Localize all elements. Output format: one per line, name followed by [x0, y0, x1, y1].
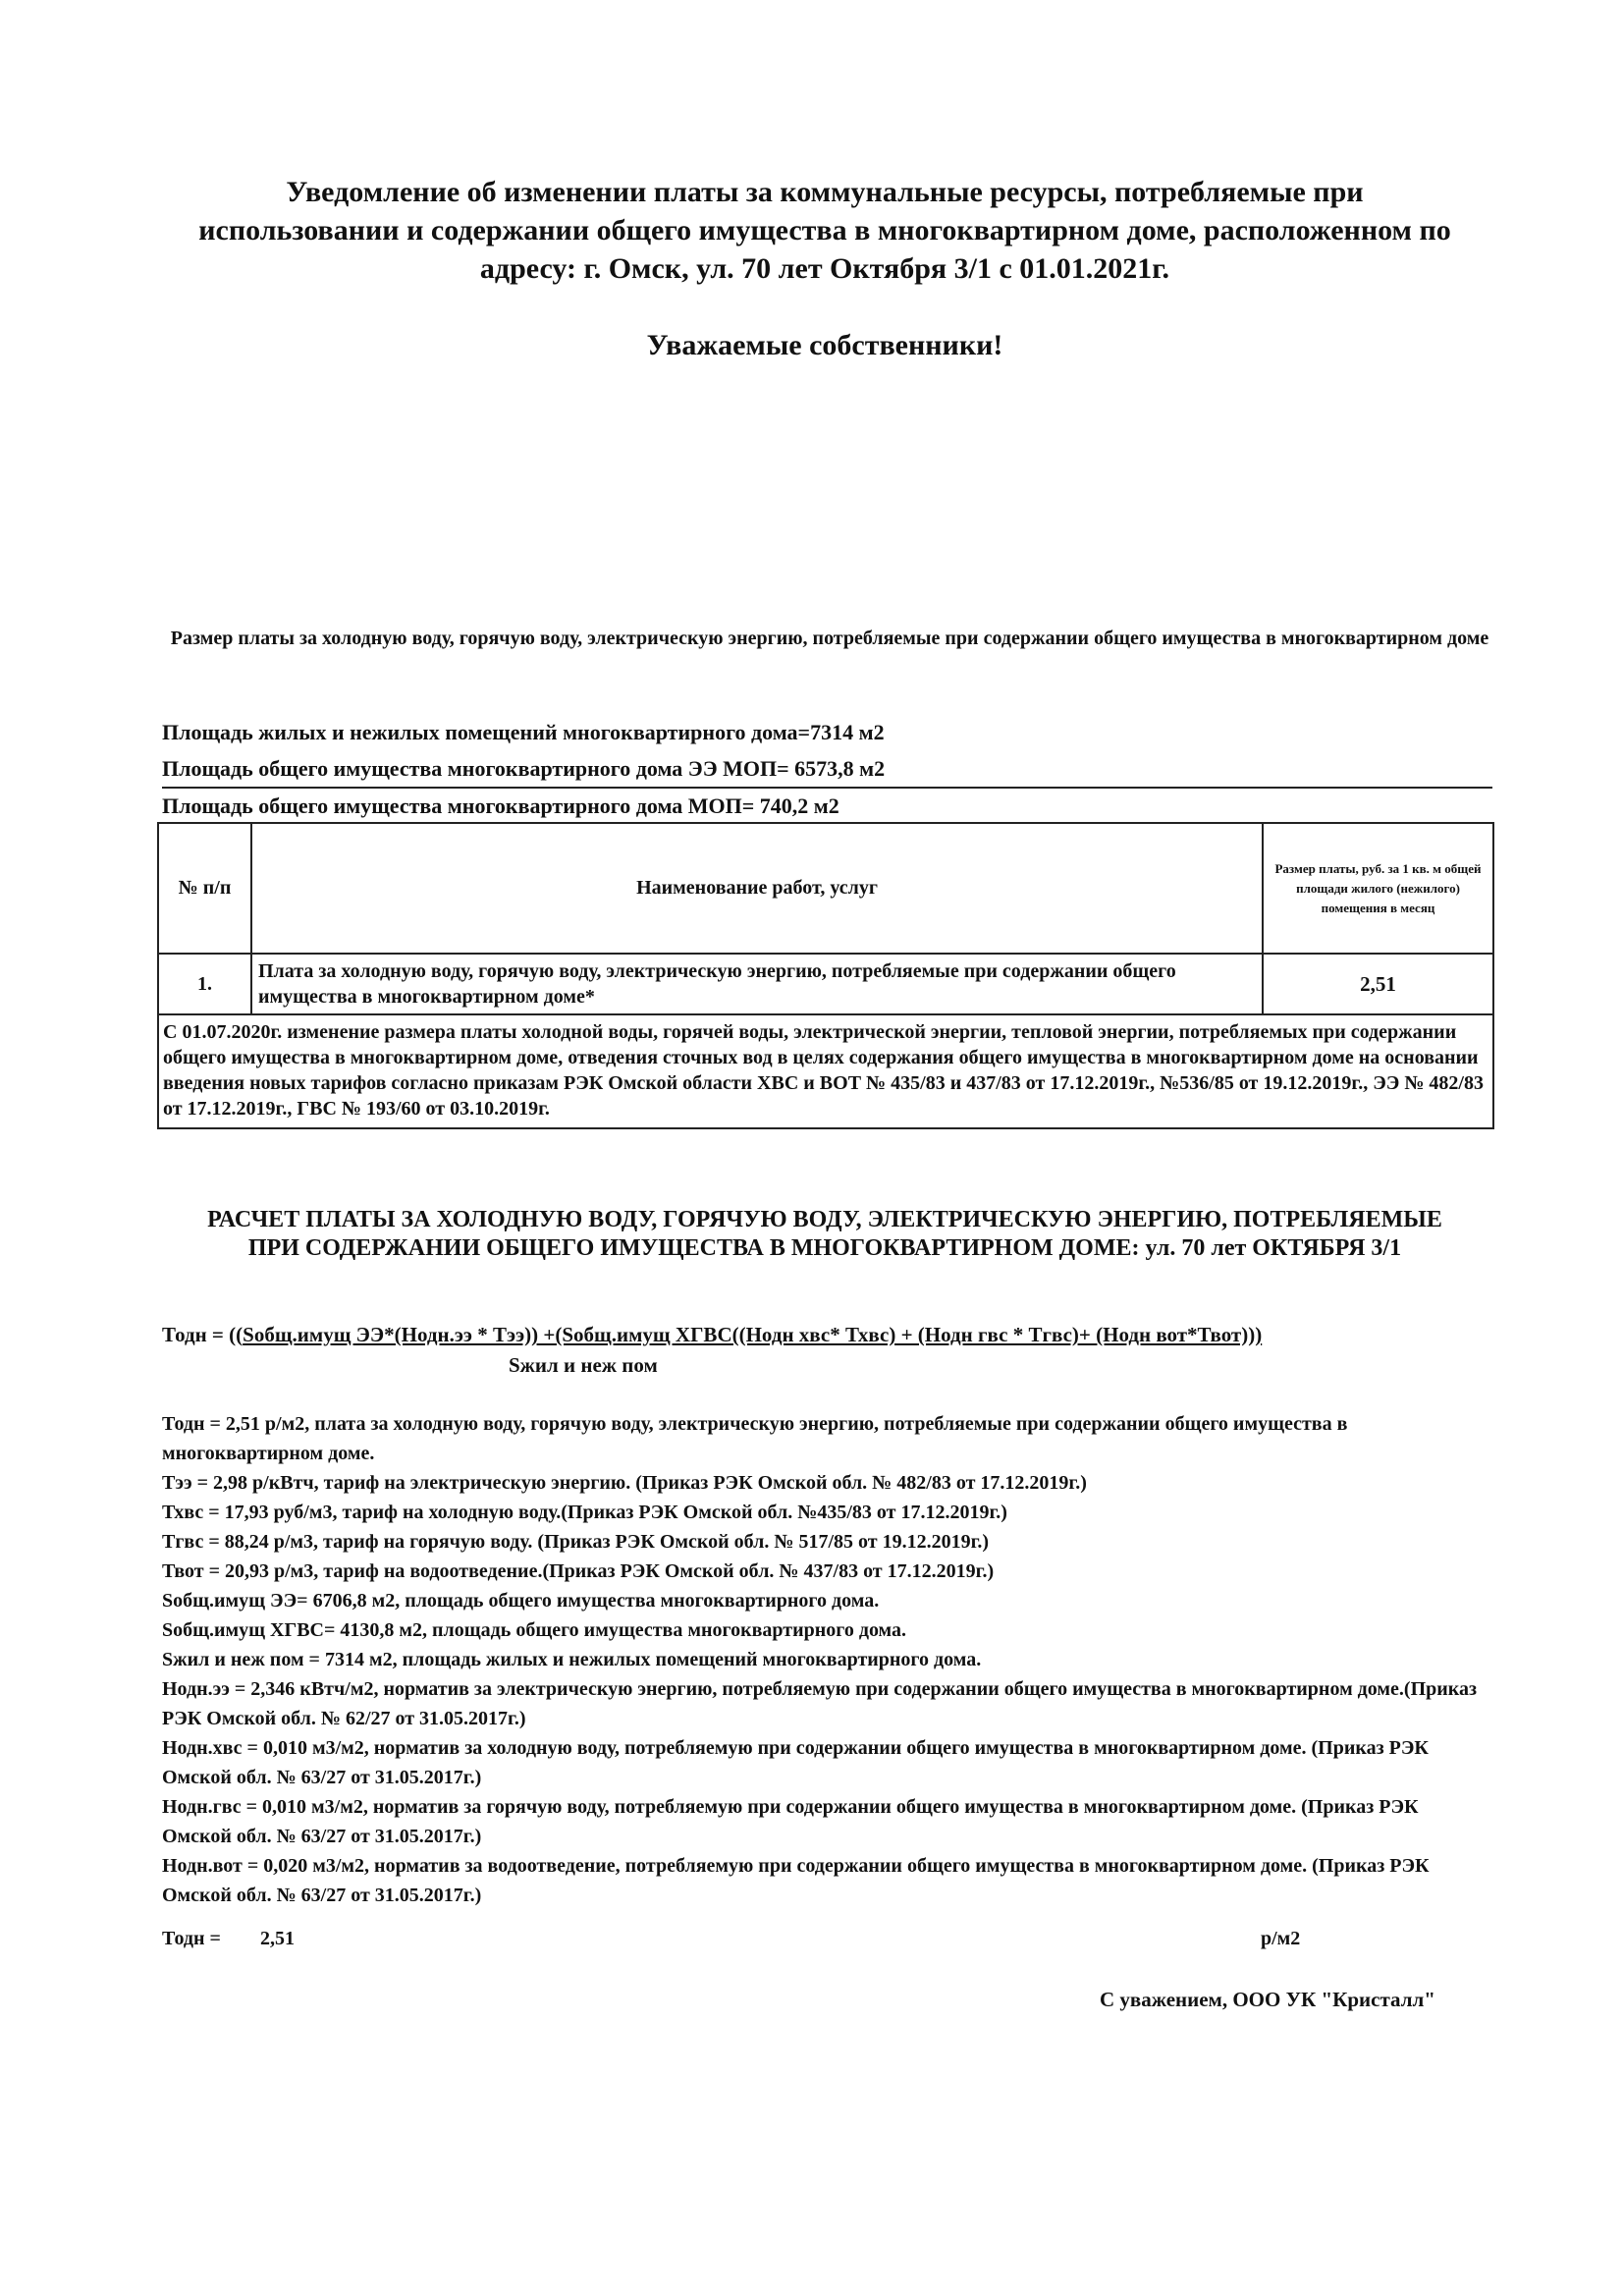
row-num: 1. [158, 954, 251, 1014]
table-note: С 01.07.2020г. изменение размера платы холодной воды, горячей воды, электрической энергии, тепловой энергии, потребляемых при содержании общего имущества в многоквартирном доме, отведения сточных вод в целях содержания общего имущества в многоквартирном доме на основании введения новых тарифов согласно приказам РЭК Омской области ХВС и ВОТ № 435/83 и 437/83 от 17.12.2019г., №536/85 от 19.12.2019г., ЭЭ № 482/83 от 17.12.2019г., ГВС № 193/60 от 03.10.2019г. [158, 1014, 1493, 1128]
calc-title: РАСЧЕТ ПЛАТЫ ЗА ХОЛОДНУЮ ВОДУ, ГОРЯЧУЮ ВОДУ, ЭЛЕКТРИЧЕСКУЮ ЭНЕРГИЮ, ПОТРЕБЛЯЕМЫЕ ПРИ СОДЕРЖАНИИ ОБЩЕГО ИМУЩЕСТВА В МНОГОКВАРТИРНОМ ДОМЕ: ул. 70 лет ОКТЯБРЯ 3/1 [207, 1207, 1442, 1261]
notice-title: Уведомление об изменении платы за коммунальные ресурсы, потребляемые при использовании и содержании общего имущества в многоквартирном доме, расположенном по адресу: г. Омск, ул. 70 лет Октября 3/1 с 01.01.2021г. [198, 176, 1451, 285]
formula-numerator: Sобщ.имущ ЭЭ*(Нодн.ээ * Тээ)) +(Sобщ.имущ ХГВС((Нодн хвс* Тхвс) + (Нодн гвс * Тгвс)+ (Нодн вот*Твот))) [243, 1323, 1263, 1346]
definition-item: Sобщ.имущ ХГВС= 4130,8 м2, площадь общего имущества многоквартирного дома. [162, 1619, 907, 1641]
section-subtitle: Размер платы за холодную воду, горячую воду, электрическую энергию, потребляемые при содержании общего имущества в многоквартирном доме [170, 628, 1489, 649]
header-name: Наименование работ, услуг [251, 823, 1263, 954]
definition-item: Нодн.ээ = 2,346 кВтч/м2, норматив за электрическую энергию, потребляемую при содержании общего имущества в многоквартирном доме.(Приказ РЭК Омской обл. № 62/27 от 31.05.2017г.) [162, 1678, 1478, 1729]
row-name: Плата за холодную воду, горячую воду, электрическую энергию, потребляемые при содержании общего имущества в многоквартирном доме* [251, 954, 1263, 1014]
definition-item: Тхвс = 17,93 руб/м3, тариф на холодную воду.(Приказ РЭК Омской обл. №435/83 от 17.12.2019г.) [162, 1502, 1007, 1523]
greeting: Уважаемые собственники! [646, 329, 1003, 361]
header-num: № п/п [158, 823, 251, 954]
services-table [157, 822, 1494, 1129]
definition-item: Нодн.хвс = 0,010 м3/м2, норматив за холодную воду, потребляемую при содержании общего имущества в многоквартирном доме. (Приказ РЭК Омской обл. № 63/27 от 31.05.2017г.) [162, 1737, 1429, 1788]
area-mop-line: Площадь общего имущества многоквартирного дома МОП= 740,2 м2 [162, 793, 839, 818]
definition-item: Нодн.гвс = 0,010 м3/м2, норматив за горячую воду, потребляемую при содержании общего имущества в многоквартирном доме. (Приказ РЭК Омской обл. № 63/27 от 31.05.2017г.) [162, 1796, 1419, 1847]
formula-denominator: Sжил и неж пом [509, 1353, 658, 1377]
definition-item: Sжил и неж пом = 7314 м2, площадь жилых и нежилых помещений многоквартирного дома. [162, 1649, 982, 1670]
result-unit: р/м2 [1261, 1928, 1301, 1949]
area-total-line: Площадь жилых и нежилых помещений многоквартирного дома=7314 м2 [162, 720, 885, 744]
result-value: 2,51 [260, 1928, 295, 1949]
table-row [158, 954, 1493, 1014]
table-note-row [158, 1014, 1493, 1128]
definition-item: Тгвс = 88,24 р/м3, тариф на горячую воду. (Приказ РЭК Омской обл. № 517/85 от 19.12.2019г.) [162, 1531, 990, 1553]
divider-line [162, 787, 1492, 789]
signature: С уважением, ООО УК "Кристалл" [1100, 1988, 1435, 2011]
row-value: 2,51 [1263, 954, 1493, 1014]
definition-item: Твот = 20,93 р/м3, тариф на водоотведение.(Приказ РЭК Омской обл. № 437/83 от 17.12.2019г.) [162, 1560, 995, 1582]
area-ee-line: Площадь общего имущества многоквартирного дома ЭЭ МОП= 6573,8 м2 [162, 756, 886, 781]
definitions-list [162, 1409, 1478, 1910]
formula-numerator-line [162, 1323, 1262, 1347]
definition-item: Sобщ.имущ ЭЭ= 6706,8 м2, площадь общего имущества многоквартирного дома. [162, 1590, 880, 1612]
table-header-row [158, 823, 1493, 954]
result-label: Тодн = [162, 1928, 221, 1949]
definition-item: Тээ = 2,98 р/кВтч, тариф на электрическую энергию. (Приказ РЭК Омской обл. № 482/83 от 17.12.2019г.) [162, 1472, 1087, 1494]
header-rate: Размер платы, руб. за 1 кв. м общей площади жилого (нежилого) помещения в месяц [1263, 823, 1493, 954]
definition-item: Нодн.вот = 0,020 м3/м2, норматив за водоотведение, потребляемую при содержании общего имущества в многоквартирном доме. (Приказ РЭК Омской обл. № 63/27 от 31.05.2017г.) [162, 1855, 1430, 1906]
formula-prefix: Тодн = (( [162, 1323, 243, 1346]
definition-item: Тодн = 2,51 р/м2, плата за холодную воду, горячую воду, электрическую энергию, потребляемые при содержании общего имущества в многоквартирном доме. [162, 1413, 1348, 1464]
